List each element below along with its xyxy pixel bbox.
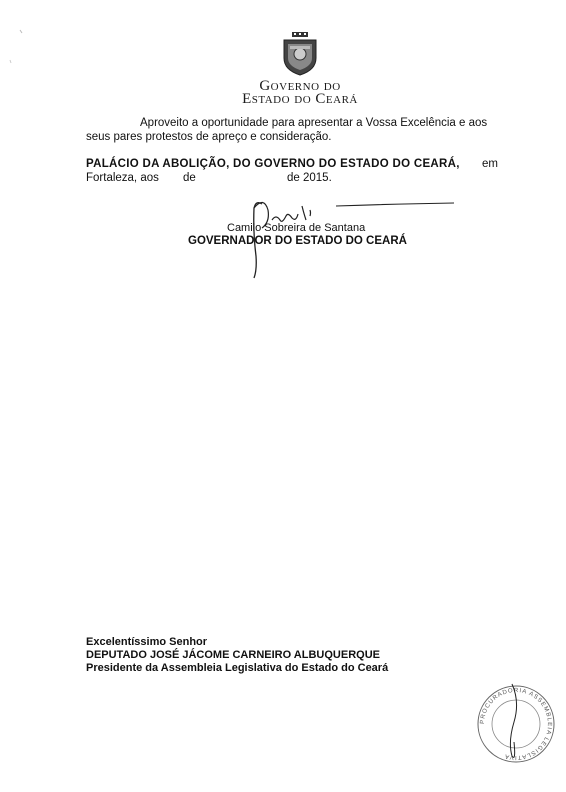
body-para2-line1 bbox=[86, 157, 498, 171]
date-de-2: de 2015. bbox=[287, 172, 332, 184]
letterhead-line2: Estado do Ceará bbox=[242, 91, 358, 107]
letterhead-line1: Governo do bbox=[259, 78, 341, 94]
body-para1-line2: seus pares protestos de apreço e consideração. bbox=[86, 131, 332, 143]
palace-heading: PALÁCIO DA ABOLIÇÃO, DO GOVERNO DO ESTADO DO CEARÁ, bbox=[86, 158, 460, 170]
city-date-text: Fortaleza, aos bbox=[86, 172, 159, 184]
body-para2-em: em bbox=[482, 158, 498, 170]
receipt-stamp bbox=[474, 682, 558, 766]
signer-name: Camilo Sobreira de Santana bbox=[227, 222, 366, 234]
signer-title: GOVERNADOR DO ESTADO DO CEARÁ bbox=[188, 235, 407, 247]
addressee-name: DEPUTADO JOSÉ JÁCOME CARNEIRO ALBUQUERQUE bbox=[86, 649, 380, 661]
state-crest-icon bbox=[282, 32, 318, 76]
addressee-salutation: Excelentíssimo Senhor bbox=[86, 636, 208, 648]
body-para2-line2 bbox=[86, 171, 332, 185]
body-para1-line1: Aproveito a oportunidade para apresentar a Vossa Excelência e aos bbox=[140, 117, 488, 129]
stamp-text: PROCURADORIA ASSEMBLEIA LEGISLATIVA bbox=[479, 687, 553, 761]
date-de-1: de bbox=[183, 172, 196, 184]
addressee-role: Presidente da Assembleia Legislativa do Estado do Ceará bbox=[86, 662, 389, 674]
